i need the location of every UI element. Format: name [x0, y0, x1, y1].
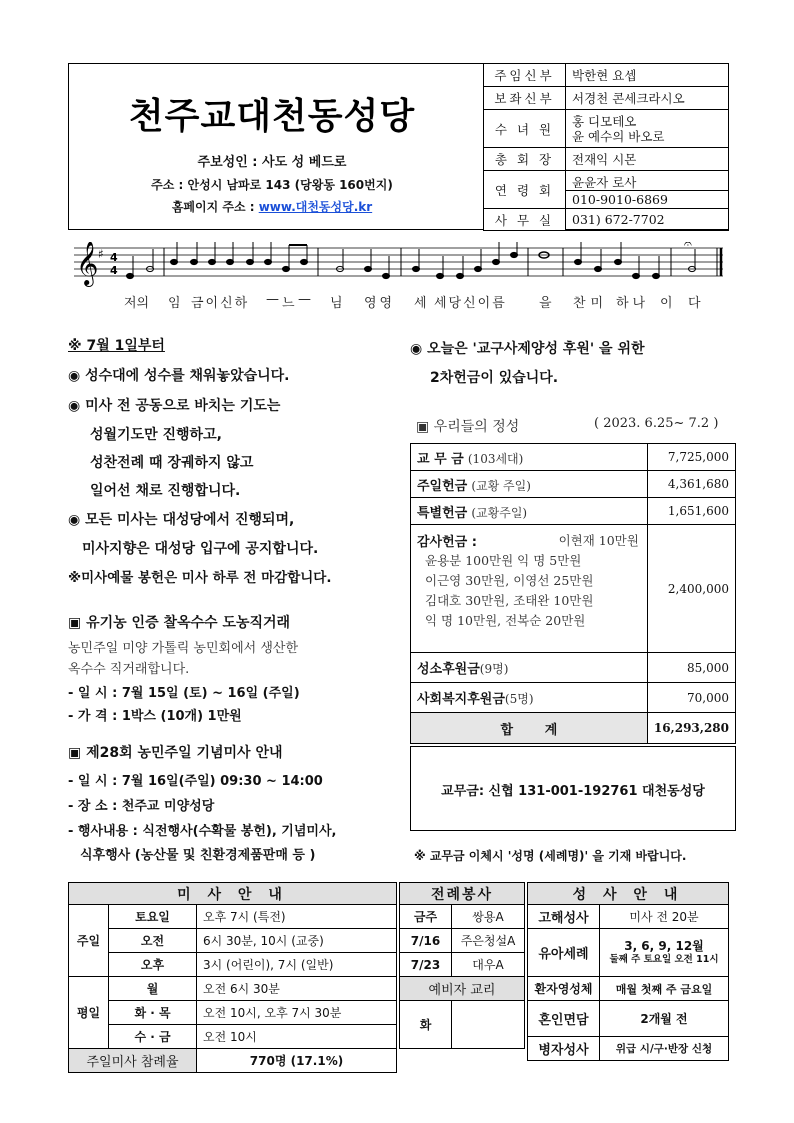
sharp-icon: ♯: [98, 247, 104, 261]
corn-price: - 가 격 : 1박스 (10개) 1만원: [68, 709, 242, 724]
homepage-label: 홈페이지 주소 :: [171, 200, 259, 214]
lyric: 금이신하: [191, 296, 250, 311]
offering-amount: 70,000: [647, 683, 735, 713]
offering-period: ( 2023. 6.25~ 7.2 ): [594, 416, 719, 431]
offering-row: [411, 471, 736, 498]
offering-header: [416, 416, 736, 436]
lyric: 세: [414, 296, 427, 311]
corn-date: - 일 시 : 7월 15일 (토) ~ 16일 (주일): [68, 686, 300, 701]
treble-clef-icon: 𝄞: [76, 242, 99, 285]
church-address: 주소 : 안성시 남파로 143 (당왕동 160번지): [151, 178, 393, 192]
mass-day: 월: [109, 977, 197, 1001]
offering-label: [411, 444, 648, 471]
offering-amount: 1,651,600: [647, 498, 735, 525]
offering-sub: (9명): [479, 662, 509, 676]
thanks-line: 익 명 10만원, 전복순 20만원: [425, 613, 586, 628]
staff-role: 총 회 장: [484, 148, 566, 171]
sacrament-table: [527, 882, 729, 1061]
time-signature: 4: [110, 251, 118, 264]
offering-label-text: 사회복지후원금: [417, 692, 505, 707]
offering-row: [411, 653, 736, 683]
sacrament-info-line: 둘째 주 토요일 오전 11시: [609, 953, 719, 965]
lyric: 느: [282, 296, 295, 311]
offering-row: [411, 683, 736, 713]
sacrament-info-line: 3, 6, 9, 12월: [624, 938, 704, 953]
sacrament-header: 성 사 안 내: [528, 883, 729, 905]
offering-label: [411, 498, 648, 525]
offering-label: [411, 471, 648, 498]
offering-total-row: [411, 713, 736, 744]
service-group: 주은청설A: [452, 929, 525, 953]
attendance-value: 770명 (17.1%): [197, 1049, 397, 1073]
offering-amount: 4,361,680: [647, 471, 735, 498]
catechism-info: [452, 1001, 525, 1049]
lyric: 저의: [124, 296, 150, 311]
mass-time: 오후 7시 (특전): [197, 905, 397, 929]
offering-row: [411, 444, 736, 471]
mass-time: 오전 10시, 오후 7시 30분: [197, 1001, 397, 1025]
sacrament-info: [600, 929, 729, 977]
account-note: ※ 교무금 이체시 '성명 (세례명)' 을 기재 바랍니다.: [414, 849, 687, 863]
notice-prayer-line: 성찬전례 때 장궤하지 않고: [90, 455, 254, 471]
staff-name-line: 010-9010-6869: [572, 191, 668, 207]
total-amount: 16,293,280: [647, 713, 735, 744]
staff-role: 수 녀 원: [484, 110, 566, 148]
sacrament-info: 2개월 전: [600, 1001, 729, 1037]
mass-time: 오전 10시: [197, 1025, 397, 1049]
corn-desc: 농민주일 미양 가톨릭 농민회에서 생산한: [68, 641, 299, 656]
sacrament-info: 위급 시/구·반장 신청: [600, 1037, 729, 1061]
staff-name: 031) 672-7702: [566, 209, 729, 231]
lyric: —: [266, 292, 279, 307]
sacrament-name: 고해성사: [528, 905, 600, 929]
service-date: 7/16: [400, 929, 452, 953]
notice-prayer-line: 성월기도만 진행하고,: [90, 427, 222, 443]
service-group: 쌍용A: [452, 905, 525, 929]
notice-mass-location-line: 미사지향은 대성당 입구에 공지합니다.: [82, 541, 319, 557]
notice-prayer: ◉ 미사 전 공동으로 바치는 기도는: [68, 398, 281, 414]
staff-role: 주임신부: [484, 64, 566, 87]
service-group: 대우A: [452, 953, 525, 977]
staff-role: 연 령 회: [484, 171, 566, 209]
offering-amount: 85,000: [647, 653, 735, 683]
notice-mass-location: ◉ 모든 미사는 대성당에서 진행되며,: [68, 512, 295, 528]
offering-sub: (교황 주일): [471, 478, 531, 493]
offering-title: ▣ 우리들의 정성: [416, 419, 520, 435]
mass-header: 미 사 안 내: [69, 883, 397, 905]
staff-name-line: 윤 예수의 바오로: [572, 128, 665, 144]
mass-day: 토요일: [109, 905, 197, 929]
notice-offering-deadline: ※미사예물 봉헌은 미사 하루 전 마감합니다.: [68, 570, 332, 586]
staff-name: 서경천 콘세크라시오: [566, 87, 729, 110]
total-label: 합 계: [411, 713, 648, 744]
thanks-cell: [411, 525, 648, 653]
mass-time: 오전 6시 30분: [197, 977, 397, 1001]
lyric: 세당신이름: [434, 296, 507, 311]
thanks-label: 감사헌금 :: [417, 535, 477, 550]
notice-from-date: ※ 7월 1일부터: [68, 338, 165, 354]
notice-prayer-line: 일어선 채로 진행합니다.: [90, 483, 241, 499]
staff-name: [566, 110, 729, 148]
fermata-icon: 𝄐: [684, 242, 692, 252]
farm-mass-title: ▣ 제28회 농민주일 기념미사 안내: [68, 745, 283, 761]
sacrament-name: 환자영성체: [528, 977, 600, 1001]
offering-label-text: 교 무 금: [417, 451, 464, 467]
service-date: 7/23: [400, 953, 452, 977]
sacrament-name: 혼인면담: [528, 1001, 600, 1037]
farm-mass-date: - 일 시 : 7월 16일(주일) 09:30 ~ 14:00: [68, 774, 323, 789]
staff-name: 전재익 시몬: [566, 148, 729, 171]
sacrament-name: 유아세례: [528, 929, 600, 977]
service-header: 전례봉사: [400, 883, 525, 905]
sacrament-info: 미사 전 20분: [600, 905, 729, 929]
staff-role: 사 무 실: [484, 209, 566, 231]
farm-mass-event: 식후행사 (농산물 및 친환경제품판매 등 ): [80, 848, 316, 863]
second-collection-line: 2차헌금이 있습니다.: [430, 370, 559, 386]
account-box: [410, 746, 736, 831]
offering-row: [411, 498, 736, 525]
sacrament-info: 매월 첫째 주 금요일: [600, 977, 729, 1001]
mass-day: 화 · 목: [109, 1001, 197, 1025]
mass-day: 오전: [109, 929, 197, 953]
offering-label-text: 주일헌금: [417, 478, 468, 494]
catechism-header: 예비자 교리: [400, 977, 525, 1001]
offering-label: [411, 683, 648, 713]
lyric: 영영: [364, 296, 396, 311]
staff-name-line: 윤윤자 로사: [566, 172, 728, 191]
lyric: 하나: [616, 296, 650, 311]
thanks-line: 윤용분 100만원 익 명 5만원: [425, 553, 582, 568]
weekday-label: 평일: [69, 977, 109, 1049]
mass-table: [68, 882, 397, 1073]
mass-day: 오후: [109, 953, 197, 977]
corn-desc: 옥수수 직거래합니다.: [68, 662, 190, 677]
lyric: 을: [539, 296, 552, 311]
offering-row-thanks: [411, 525, 736, 653]
offering-sub: (교황주일): [471, 505, 528, 520]
offering-label: [411, 653, 648, 683]
corn-title: ▣ 유기농 인증 찰옥수수 도농직거래: [68, 615, 291, 631]
offering-label-text: 특별헌금: [417, 505, 468, 521]
sunday-label: 주일: [69, 905, 109, 977]
thanks-line: 김대호 30만원, 조태완 10만원: [425, 593, 594, 608]
staff-table: [483, 63, 729, 231]
staff-name-line: 홍 디모테오: [572, 113, 637, 129]
church-title: 천주교대천동성당: [128, 95, 416, 137]
thanks-line: 이근영 30만원, 이영선 25만원: [425, 573, 594, 588]
homepage-link[interactable]: www.대천동성당.kr: [258, 200, 373, 214]
attendance-label: 주일미사 참례율: [69, 1049, 197, 1073]
mass-time: 6시 30분, 10시 (교중): [197, 929, 397, 953]
lyric: 찬미: [573, 296, 609, 311]
lyric: 임: [168, 296, 181, 311]
staff-role: 보좌신부: [484, 87, 566, 110]
thanks-first: 이현재 10만원: [558, 533, 639, 548]
farm-mass-place: - 장 소 : 천주교 미양성당: [68, 799, 215, 814]
sacrament-name: 병자성사: [528, 1037, 600, 1061]
lyric: 님: [330, 296, 343, 311]
patron-saint: 주보성인 : 사도 성 베드로: [197, 155, 347, 170]
staff-name: 박한현 요셉: [566, 64, 729, 87]
mass-time: 3시 (어린이), 7시 (일반): [197, 953, 397, 977]
offering-label-text: 성소후원금: [417, 662, 480, 677]
offering-sub: (103세대): [467, 451, 524, 466]
farm-mass-event: - 행사내용 : 식전행사(수확물 봉헌), 기념미사,: [68, 824, 337, 839]
notice-holy-water: ◉ 성수대에 성수를 채워놓았습니다.: [68, 368, 290, 384]
lyric: 다: [688, 296, 701, 311]
mass-day: 수 · 금: [109, 1025, 197, 1049]
offering-sub: (5명): [504, 692, 534, 706]
catechism-day: 화: [400, 1001, 452, 1049]
offering-table: [410, 443, 736, 744]
lyric: —: [298, 292, 311, 307]
thanks-amount: 2,400,000: [647, 525, 735, 653]
staff-name: [566, 171, 729, 209]
service-date: 금주: [400, 905, 452, 929]
lyric: 이: [660, 296, 673, 311]
time-signature: 4: [110, 264, 118, 277]
homepage-line: [82, 198, 462, 215]
notes: [127, 242, 696, 279]
liturgy-service-table: [399, 882, 525, 1049]
offering-amount: 7,725,000: [647, 444, 735, 471]
account-info: 교무금: 신협 131-001-192761 대천동성당: [441, 784, 705, 799]
second-collection: ◉ 오늘은 '교구사제양성 후원' 을 위한: [410, 341, 645, 357]
